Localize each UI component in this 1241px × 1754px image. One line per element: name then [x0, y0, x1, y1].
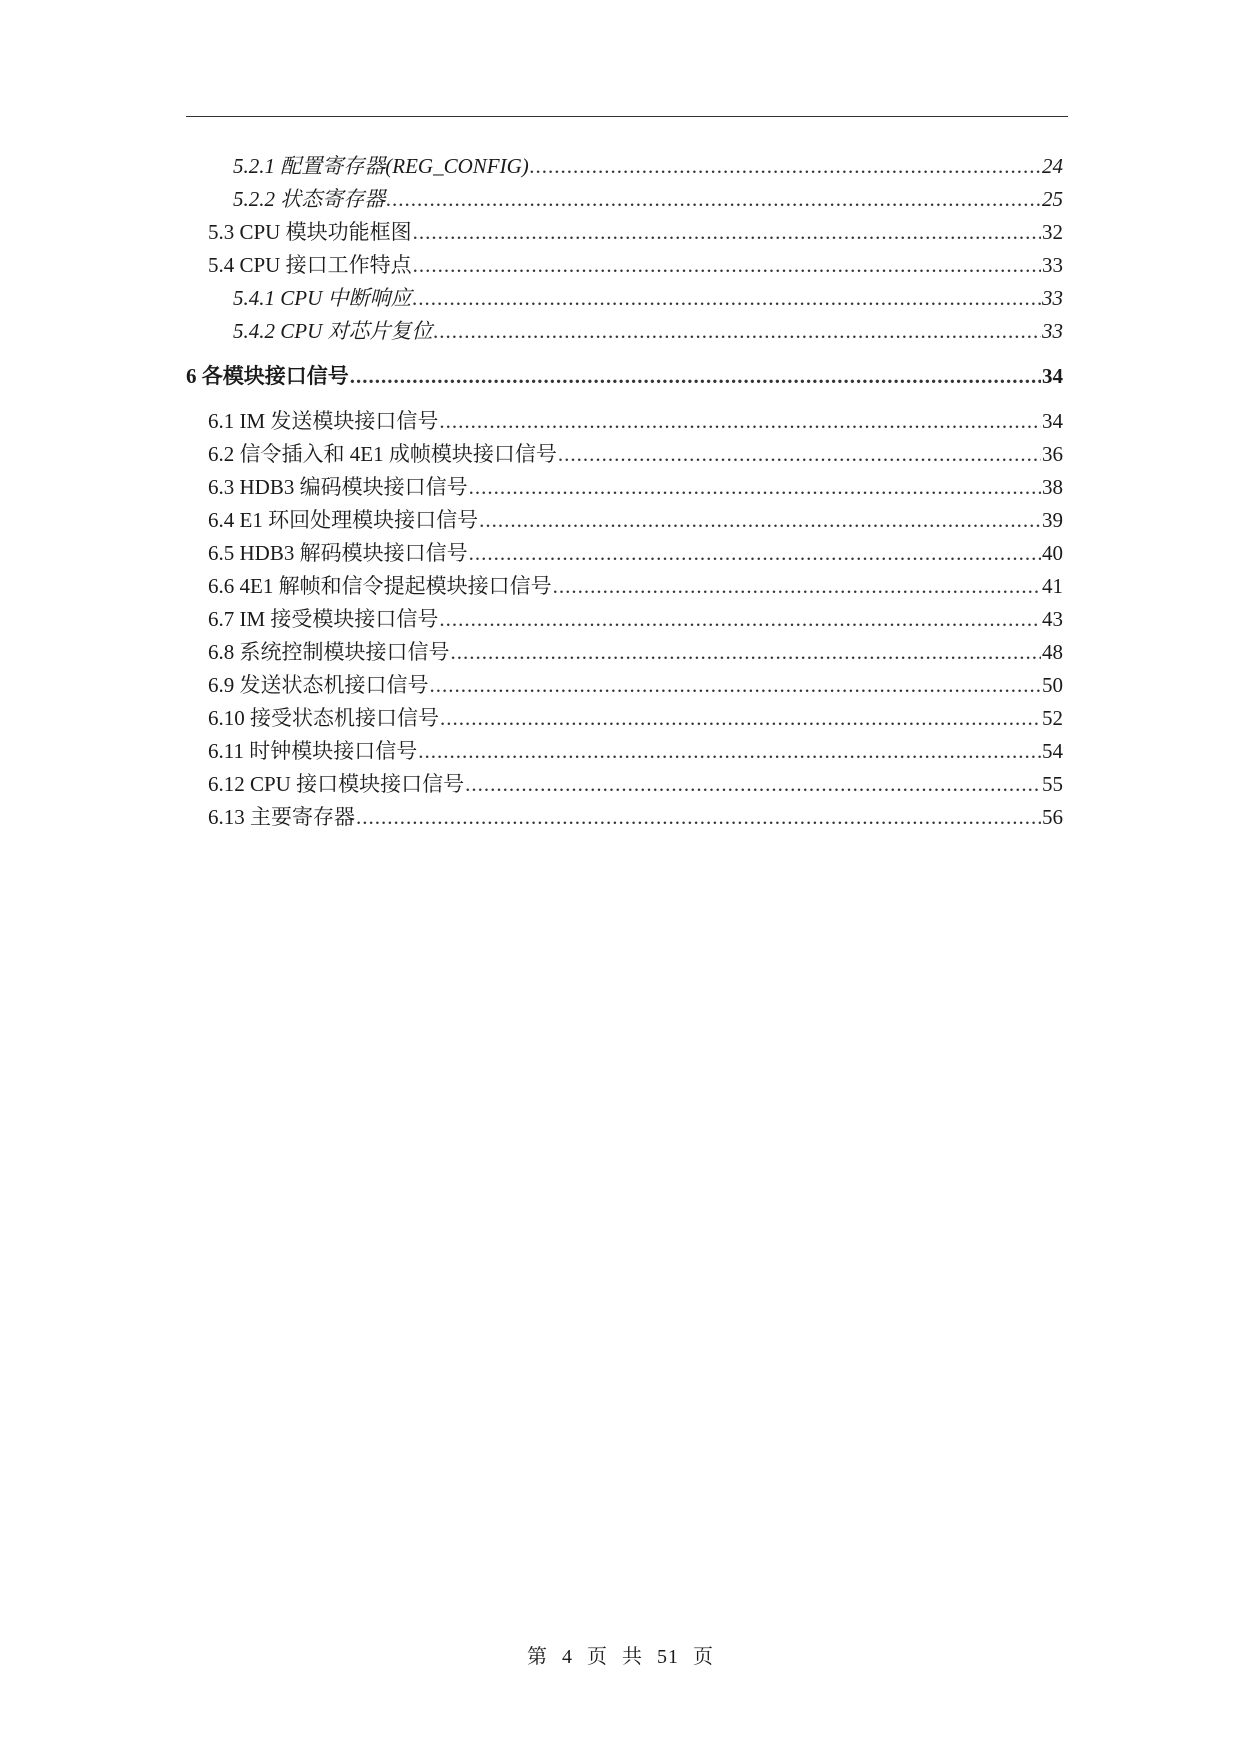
- toc-entry[interactable]: [186, 438, 1063, 471]
- toc-entry-title: 5.4.2 CPU 对芯片复位: [233, 319, 433, 343]
- toc-entry-title: 6 各模块接口信号: [186, 364, 349, 388]
- toc-entry-page: 34: [1042, 364, 1063, 388]
- toc-entry-page: 52: [1042, 706, 1063, 730]
- toc-entry-page: 38: [1042, 475, 1063, 499]
- toc-entry-title: 5.4 CPU 接口工作特点: [208, 253, 412, 277]
- toc-dot-leader: [413, 249, 1041, 282]
- toc-entry[interactable]: [186, 603, 1063, 636]
- toc-entry-title: 6.4 E1 环回处理模块接口信号: [208, 508, 479, 532]
- toc-entry[interactable]: [186, 315, 1063, 348]
- toc-dot-leader: [434, 315, 1042, 348]
- toc-entry[interactable]: [186, 504, 1063, 537]
- toc-entry[interactable]: [186, 471, 1063, 504]
- toc-entry-title: 6.1 IM 发送模块接口信号: [208, 409, 439, 433]
- toc-entry-page: 34: [1042, 409, 1063, 433]
- header-rule: [186, 116, 1068, 117]
- toc-entry-title: 6.11 时钟模块接口信号: [208, 739, 418, 763]
- toc-entry-title: 5.3 CPU 模块功能框图: [208, 220, 412, 244]
- toc-entry-title: 6.3 HDB3 编码模块接口信号: [208, 475, 468, 499]
- toc-entry[interactable]: [186, 801, 1063, 834]
- toc-entry-page: 40: [1042, 541, 1063, 565]
- toc-dot-leader: [469, 537, 1041, 570]
- toc-entry-title: 6.7 IM 接受模块接口信号: [208, 607, 439, 631]
- toc-entry[interactable]: [186, 768, 1063, 801]
- toc-entry[interactable]: [186, 636, 1063, 669]
- toc-entry-page: 43: [1042, 607, 1063, 631]
- toc-dot-leader: [439, 405, 1041, 438]
- toc-dot-leader: [430, 669, 1042, 702]
- toc-entry-title: 6.6 4E1 解帧和信令提起模块接口信号: [208, 574, 552, 598]
- toc-entry[interactable]: [186, 405, 1063, 438]
- toc-entry[interactable]: [186, 360, 1063, 393]
- toc-entry-page: 39: [1042, 508, 1063, 532]
- toc-entry[interactable]: [186, 537, 1063, 570]
- toc-dot-leader: [440, 702, 1041, 735]
- toc-entry[interactable]: [186, 282, 1063, 315]
- toc-dot-leader: [439, 603, 1041, 636]
- toc-entry[interactable]: [186, 216, 1063, 249]
- toc-entry-page: 33: [1042, 253, 1063, 277]
- toc-entry[interactable]: [186, 735, 1063, 768]
- toc-entry-page: 50: [1042, 673, 1063, 697]
- toc-entry[interactable]: [186, 249, 1063, 282]
- toc-entry-title: 5.2.2 状态寄存器: [233, 187, 386, 211]
- toc-dot-leader: [469, 471, 1041, 504]
- toc-entry[interactable]: [186, 570, 1063, 603]
- toc-entry[interactable]: [186, 702, 1063, 735]
- page-footer: 第 4 页 共 51 页: [527, 1646, 714, 1668]
- toc-entry-title: 6.2 信令插入和 4E1 成帧模块接口信号: [208, 442, 557, 466]
- toc-dot-leader: [530, 150, 1041, 183]
- toc-dot-leader: [350, 360, 1041, 393]
- toc-entry-page: 41: [1042, 574, 1063, 598]
- toc-entry-title: 6.13 主要寄存器: [208, 805, 355, 829]
- toc-entry-title: 5.2.1 配置寄存器(REG_CONFIG): [233, 154, 529, 178]
- toc-entry-page: 54: [1042, 739, 1063, 763]
- toc-dot-leader: [479, 504, 1041, 537]
- toc-entry-page: 24: [1042, 154, 1063, 178]
- toc-entry-page: 32: [1042, 220, 1063, 244]
- toc-entry-page: 55: [1042, 772, 1063, 796]
- toc-entry[interactable]: [186, 150, 1063, 183]
- toc-entry-title: 6.5 HDB3 解码模块接口信号: [208, 541, 468, 565]
- toc-dot-leader: [451, 636, 1042, 669]
- toc-entry-title: 6.8 系统控制模块接口信号: [208, 640, 450, 664]
- toc-entry-title: 6.10 接受状态机接口信号: [208, 706, 439, 730]
- toc-dot-leader: [413, 216, 1041, 249]
- toc-entry-page: 36: [1042, 442, 1063, 466]
- toc-dot-leader: [553, 570, 1041, 603]
- toc-dot-leader: [356, 801, 1041, 834]
- toc-entry-title: 6.9 发送状态机接口信号: [208, 673, 429, 697]
- toc-entry-page: 33: [1042, 319, 1063, 343]
- toc-entry-page: 25: [1042, 187, 1063, 211]
- table-of-contents: [186, 150, 1063, 834]
- toc-entry-page: 33: [1042, 286, 1063, 310]
- toc-entry-page: 48: [1042, 640, 1063, 664]
- toc-dot-leader: [465, 768, 1041, 801]
- toc-dot-leader: [413, 282, 1042, 315]
- toc-entry-title: 5.4.1 CPU 中断响应: [233, 286, 412, 310]
- toc-dot-leader: [418, 735, 1041, 768]
- toc-dot-leader: [558, 438, 1041, 471]
- toc-entry-page: 56: [1042, 805, 1063, 829]
- toc-entry-title: 6.12 CPU 接口模块接口信号: [208, 772, 465, 796]
- toc-dot-leader: [386, 183, 1041, 216]
- toc-entry[interactable]: [186, 183, 1063, 216]
- toc-entry[interactable]: [186, 669, 1063, 702]
